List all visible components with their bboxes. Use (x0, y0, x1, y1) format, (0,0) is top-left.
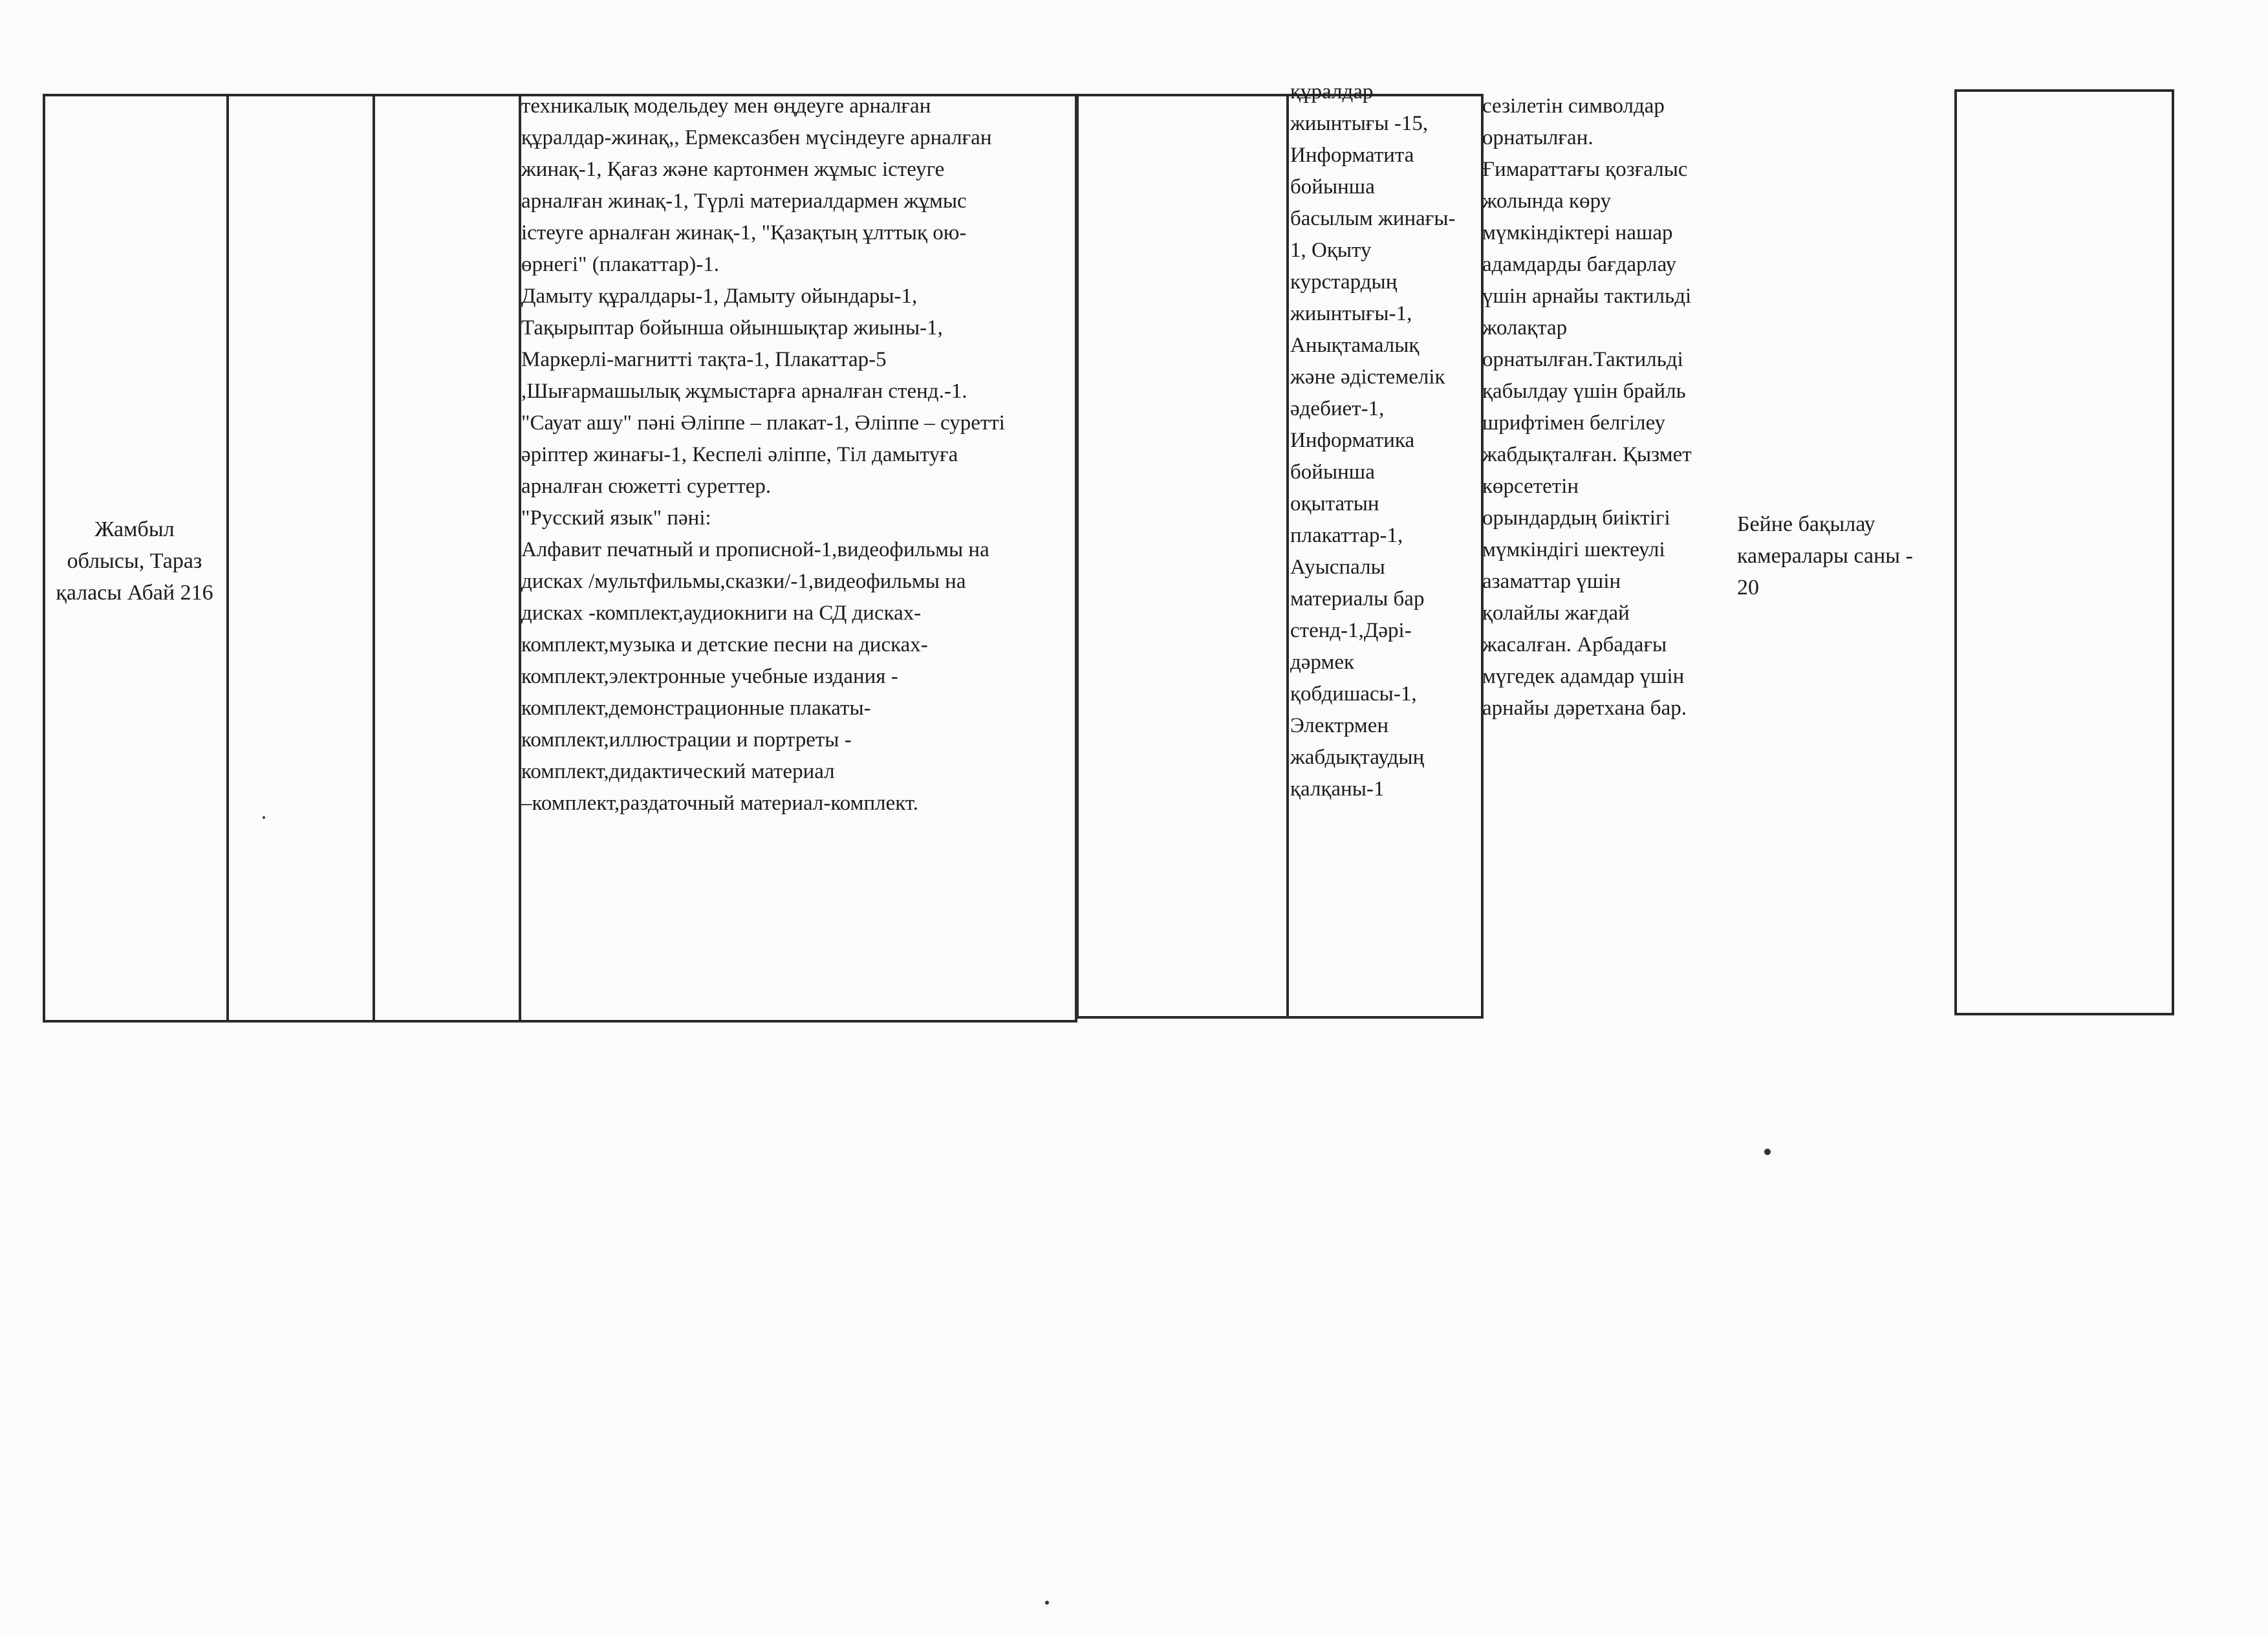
materials-list-cell: құралдар жиынтығы -15, Информатита бойынша басылым жинағы- 1, Оқыту курстардың жиынтығы-1, Анықтамалық және әдістемелік әдебиет-1, Информатика бойынша оқытатын плакаттар-1, Ауыспалы материалы бар стенд-1,Дәрі- дәрмек қобдишасы-1, Электрмен жабдықтаудың қалқаны-1 (1290, 80, 1456, 801)
cameras-cell: Бейне бақылау камералары саны - 20 (1737, 512, 1913, 600)
equipment-list-cell: техникалық модельдеу мен өңдеуге арналған құралдар-жинақ,, Ермексазбен мүсіндеуге арналған жинақ-1, Қағаз және картонмен жұмыс істеуге арналған жинақ-1, Түрлі материалдармен жұмыс істеуге арналған жинақ-1, "Қазақтың ұлттық ою- өрнегі" (плакаттар)-1. Дамыту құралдары-1, Дамыту ойындары-1, Тақырыптар бойынша ойыншықтар жиыны-1, Маркерлі-магнитті тақта-1, Плакаттар-5 ,Шығармашылық жұмыстарға арналған стенд.-1. "Сауат ашу" пәні Әліппе – плакат-1, Әліппе – суретті әріптер жинағы-1, Кеспелі әліппе, Тіл дамытуға арналған сюжетті суреттер. "Русский язык" пәні: Алфавит печатный и прописной-1,видеофильмы на дисках /мультфильмы,сказки/-1,видеофильмы на дисках -комплект,аудиокниги на СД дисках- комплект,музыка и детские песни на дисках- комплект,электронные учебные издания - комплект,демонстрационные плакаты- комплект,иллюстрации и портреты - комплект,дидактический материал –комплект,раздаточный материал-комплект. (521, 94, 1005, 815)
scan-speck (1764, 1149, 1771, 1155)
column-divider (226, 94, 229, 1023)
scan-speck (1045, 1601, 1049, 1605)
scan-speck (263, 816, 265, 819)
address-cell: Жамбыл облысы, Тараз қаласы Абай 216 (56, 517, 213, 605)
column-divider (1286, 94, 1289, 1019)
accessibility-cell: сезілетін символдар орнатылған. Ғимараттағы қозғалыс жолында көру мүмкіндіктері нашар адамдарды бағдарлау үшін арнайы тактильді жолақтар орнатылған.Тактильді қабылдау үшін брайль шрифтімен белгілеу жабдықталған. Қызмет көрсететін орындардың биіктігі мүмкіндігі шектеулі азаматтар үшін қолайлы жағдай жасалған. Арбадағы мүгедек адамдар үшін арнайы дәретхана бар. (1482, 94, 1692, 720)
column-divider (373, 94, 375, 1023)
table-right-cell (1954, 89, 2174, 1015)
